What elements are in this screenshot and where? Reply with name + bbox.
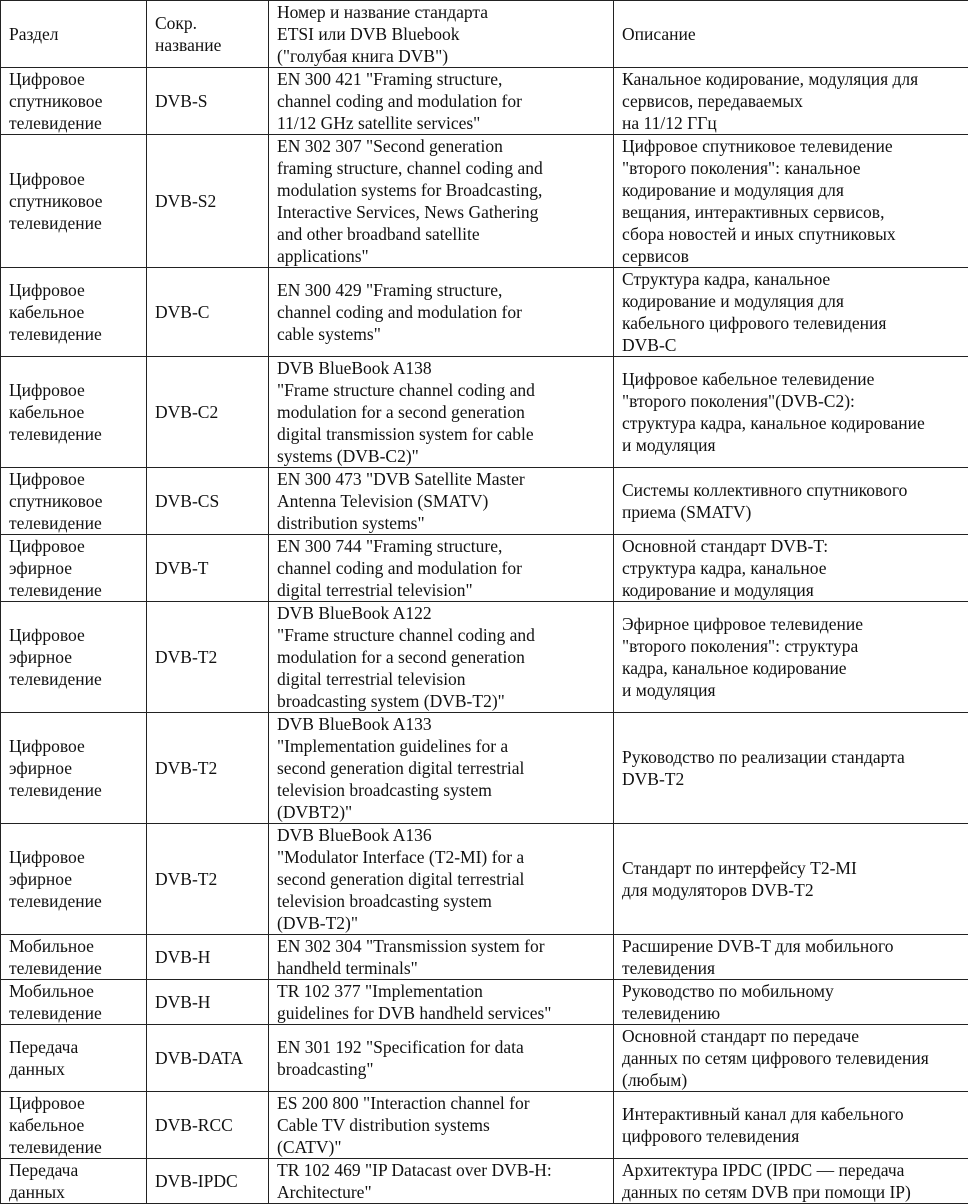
cell-standard: EN 302 304 "Transmission system for handheld terminals" (269, 935, 614, 980)
table-row (1, 68, 968, 135)
cell-description: Руководство по реализации стандарта DVB-T2 (614, 713, 968, 824)
cell-description: Цифровое кабельное телевидение "второго поколения"(DVB-C2): структура кадра, канальное кодирование и модуляция (614, 357, 968, 468)
cell-section: Цифровое эфирное телевидение (1, 602, 147, 713)
table-row (1, 824, 968, 935)
table-row (1, 602, 968, 713)
cell-standard: EN 300 744 "Framing structure, channel coding and modulation for digital terrestrial television" (269, 535, 614, 602)
header-section: Раздел (1, 1, 147, 68)
cell-description: Руководство по мобильному телевидению (614, 980, 968, 1025)
cell-standard: EN 300 421 "Framing structure, channel coding and modulation for 11/12 GHz satellite services" (269, 68, 614, 135)
table-row (1, 1092, 968, 1159)
cell-section: Цифровое кабельное телевидение (1, 1092, 147, 1159)
cell-description: Структура кадра, канальное кодирование и модуляция для кабельного цифрового телевидения DVB-C (614, 268, 968, 357)
cell-abbr: DVB-S (147, 68, 269, 135)
table-row (1, 268, 968, 357)
cell-standard: EN 301 192 "Specification for data broadcasting" (269, 1025, 614, 1092)
cell-section: Цифровое эфирное телевидение (1, 713, 147, 824)
cell-standard: EN 300 473 "DVB Satellite Master Antenna Television (SMATV) distribution systems" (269, 468, 614, 535)
cell-description: Основной стандарт DVB-T: структура кадра, канальное кодирование и модуляция (614, 535, 968, 602)
cell-abbr: DVB-C (147, 268, 269, 357)
cell-section: Цифровое кабельное телевидение (1, 357, 147, 468)
cell-abbr: DVB-CS (147, 468, 269, 535)
cell-description: Расширение DVB-T для мобильного телевидения (614, 935, 968, 980)
cell-standard: DVB BlueBook A136 "Modulator Interface (T2-MI) for a second generation digital terrestrial television broadcasting system (DVB-T2)" (269, 824, 614, 935)
cell-abbr: DVB-T2 (147, 824, 269, 935)
cell-section: Передача данных (1, 1025, 147, 1092)
cell-description: Эфирное цифровое телевидение "второго поколения": структура кадра, канальное кодирование и модуляция (614, 602, 968, 713)
cell-section: Цифровое спутниковое телевидение (1, 68, 147, 135)
cell-abbr: DVB-H (147, 980, 269, 1025)
cell-standard: TR 102 469 "IP Datacast over DVB-H: Architecture" (269, 1159, 614, 1204)
cell-description: Стандарт по интерфейсу T2-MI для модуляторов DVB-T2 (614, 824, 968, 935)
cell-abbr: DVB-H (147, 935, 269, 980)
cell-section: Цифровое спутниковое телевидение (1, 135, 147, 268)
table-row (1, 135, 968, 268)
header-standard: Номер и название стандарта ETSI или DVB Bluebook ("голубая книга DVB") (269, 1, 614, 68)
cell-section: Мобильное телевидение (1, 935, 147, 980)
cell-section: Цифровое спутниковое телевидение (1, 468, 147, 535)
cell-standard: EN 300 429 "Framing structure, channel coding and modulation for cable systems" (269, 268, 614, 357)
cell-section: Цифровое кабельное телевидение (1, 268, 147, 357)
cell-standard: EN 302 307 "Second generation framing structure, channel coding and modulation systems for Broadcasting, Interactive Services, News Gathering and other broadband satellite applications" (269, 135, 614, 268)
cell-section: Мобильное телевидение (1, 980, 147, 1025)
header-row (1, 1, 968, 68)
cell-abbr: DVB-IPDC (147, 1159, 269, 1204)
cell-standard: DVB BlueBook A122 "Frame structure channel coding and modulation for a second generation digital terrestrial television broadcasting system (DVB-T2)" (269, 602, 614, 713)
cell-abbr: DVB-RCC (147, 1092, 269, 1159)
table-row (1, 980, 968, 1025)
cell-description: Цифровое спутниковое телевидение "второго поколения": канальное кодирование и модуляция для вещания, интерактивных сервисов, сбора новостей и иных спутниковых сервисов (614, 135, 968, 268)
cell-description: Интерактивный канал для кабельного цифрового телевидения (614, 1092, 968, 1159)
table-row (1, 935, 968, 980)
cell-description: Системы коллективного спутникового приема (SMATV) (614, 468, 968, 535)
cell-description: Архитектура IPDC (IPDC — передача данных по сетям DVB при помощи IP) (614, 1159, 968, 1204)
cell-description: Канальное кодирование, модуляция для сервисов, передаваемых на 11/12 ГГц (614, 68, 968, 135)
table-row (1, 1025, 968, 1092)
cell-abbr: DVB-T (147, 535, 269, 602)
table-row (1, 535, 968, 602)
header-description: Описание (614, 1, 968, 68)
cell-abbr: DVB-T2 (147, 713, 269, 824)
cell-abbr: DVB-C2 (147, 357, 269, 468)
cell-standard: ES 200 800 "Interaction channel for Cable TV distribution systems (CATV)" (269, 1092, 614, 1159)
cell-standard: DVB BlueBook A138 "Frame structure channel coding and modulation for a second generation digital transmission system for cable systems (DVB-C2)" (269, 357, 614, 468)
table-row (1, 468, 968, 535)
cell-abbr: DVB-T2 (147, 602, 269, 713)
cell-section: Цифровое эфирное телевидение (1, 824, 147, 935)
cell-standard: DVB BlueBook A133 "Implementation guidelines for a second generation digital terrestrial television broadcasting system (DVBT2)" (269, 713, 614, 824)
cell-standard: TR 102 377 "Implementation guidelines for DVB handheld services" (269, 980, 614, 1025)
cell-section: Передача данных (1, 1159, 147, 1204)
cell-abbr: DVB-S2 (147, 135, 269, 268)
table-row (1, 357, 968, 468)
header-abbr: Сокр. название (147, 1, 269, 68)
table-row (1, 1159, 968, 1204)
cell-description: Основной стандарт по передаче данных по сетям цифрового телевидения (любым) (614, 1025, 968, 1092)
cell-section: Цифровое эфирное телевидение (1, 535, 147, 602)
cell-abbr: DVB-DATA (147, 1025, 269, 1092)
table-row (1, 713, 968, 824)
